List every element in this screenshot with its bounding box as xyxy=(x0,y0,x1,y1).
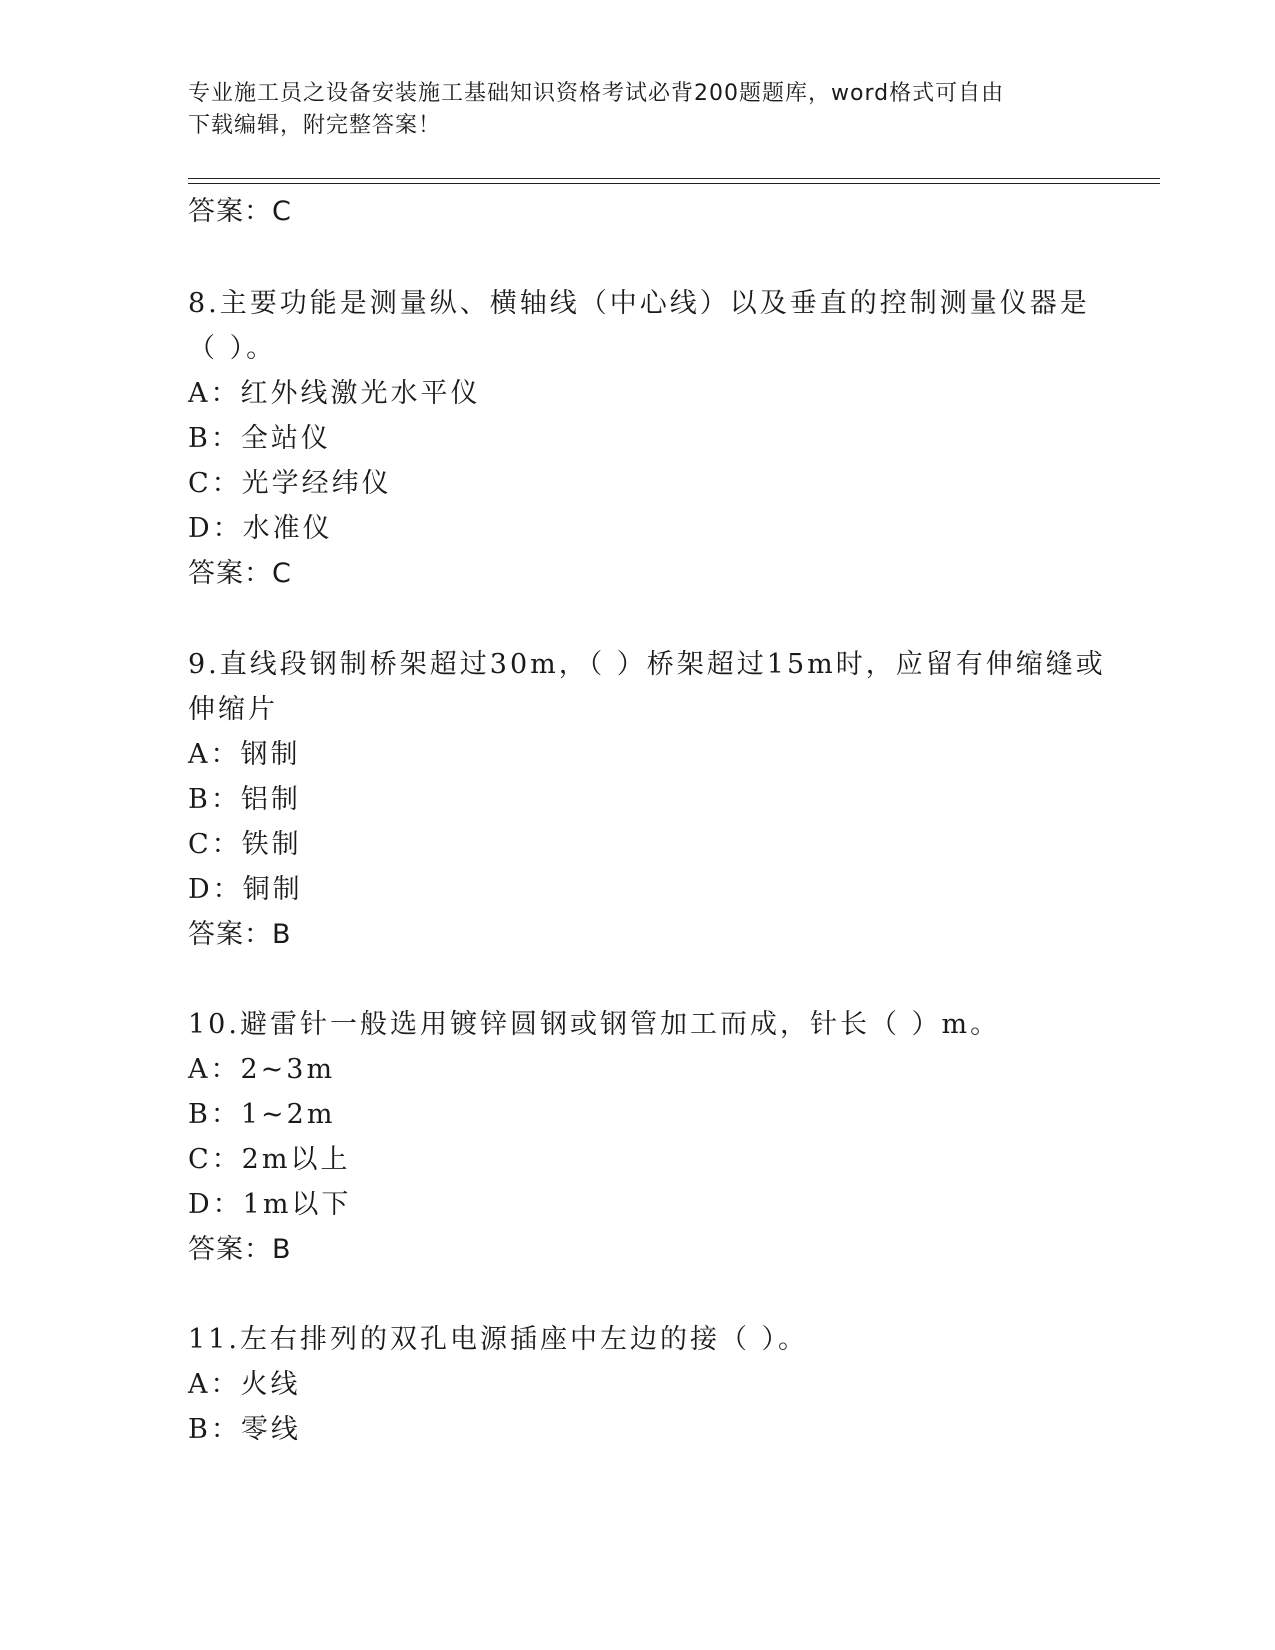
document-header-line-2: 下载编辑，附完整答案！ xyxy=(188,113,442,138)
question-9-option-a: A：钢制 xyxy=(188,739,301,770)
question-11-option-a: A：火线 xyxy=(188,1369,301,1400)
question-8-option-b: B：全站仪 xyxy=(188,423,331,454)
question-10-answer: 答案：B xyxy=(188,1234,292,1265)
question-9-option-b: B：铝制 xyxy=(188,784,301,815)
question-9-stem-cont: 伸缩片 xyxy=(188,694,278,725)
answer-previous: 答案：C xyxy=(188,196,292,227)
question-10-option-c: C：2m以上 xyxy=(188,1144,351,1175)
question-11-stem: 11.左右排列的双孔电源插座中左边的接（ ）。 xyxy=(188,1324,809,1355)
question-9-option-d: D：铜制 xyxy=(188,874,303,905)
question-8-stem: 8.主要功能是测量纵、横轴线（中心线）以及垂直的控制测量仪器是 xyxy=(188,288,1090,319)
question-10-option-d: D：1m以下 xyxy=(188,1189,352,1220)
question-8-stem-cont: （ ）。 xyxy=(188,333,277,364)
question-9-option-c: C：铁制 xyxy=(188,829,302,860)
question-8-option-a: A：红外线激光水平仪 xyxy=(188,378,481,409)
header-divider-bottom xyxy=(188,183,1160,184)
question-10-option-b: B：1~2m xyxy=(188,1099,336,1130)
question-8-option-d: D：水准仪 xyxy=(188,513,333,544)
header-divider-top xyxy=(188,178,1160,179)
question-8-option-c: C：光学经纬仪 xyxy=(188,468,392,499)
question-9-stem: 9.直线段钢制桥架超过30m，（ ）桥架超过15m时，应留有伸缩缝或 xyxy=(188,649,1106,680)
question-8-answer: 答案：C xyxy=(188,558,292,589)
question-10-option-a: A：2~3m xyxy=(188,1054,336,1085)
question-9-answer: 答案：B xyxy=(188,919,292,950)
question-10-stem: 10.避雷针一般选用镀锌圆钢或钢管加工而成，针长（ ）m。 xyxy=(188,1009,1001,1040)
question-11-option-b: B：零线 xyxy=(188,1414,301,1445)
document-header-line-1: 专业施工员之设备安装施工基础知识资格考试必背200题题库，word格式可自由 xyxy=(188,81,1005,106)
